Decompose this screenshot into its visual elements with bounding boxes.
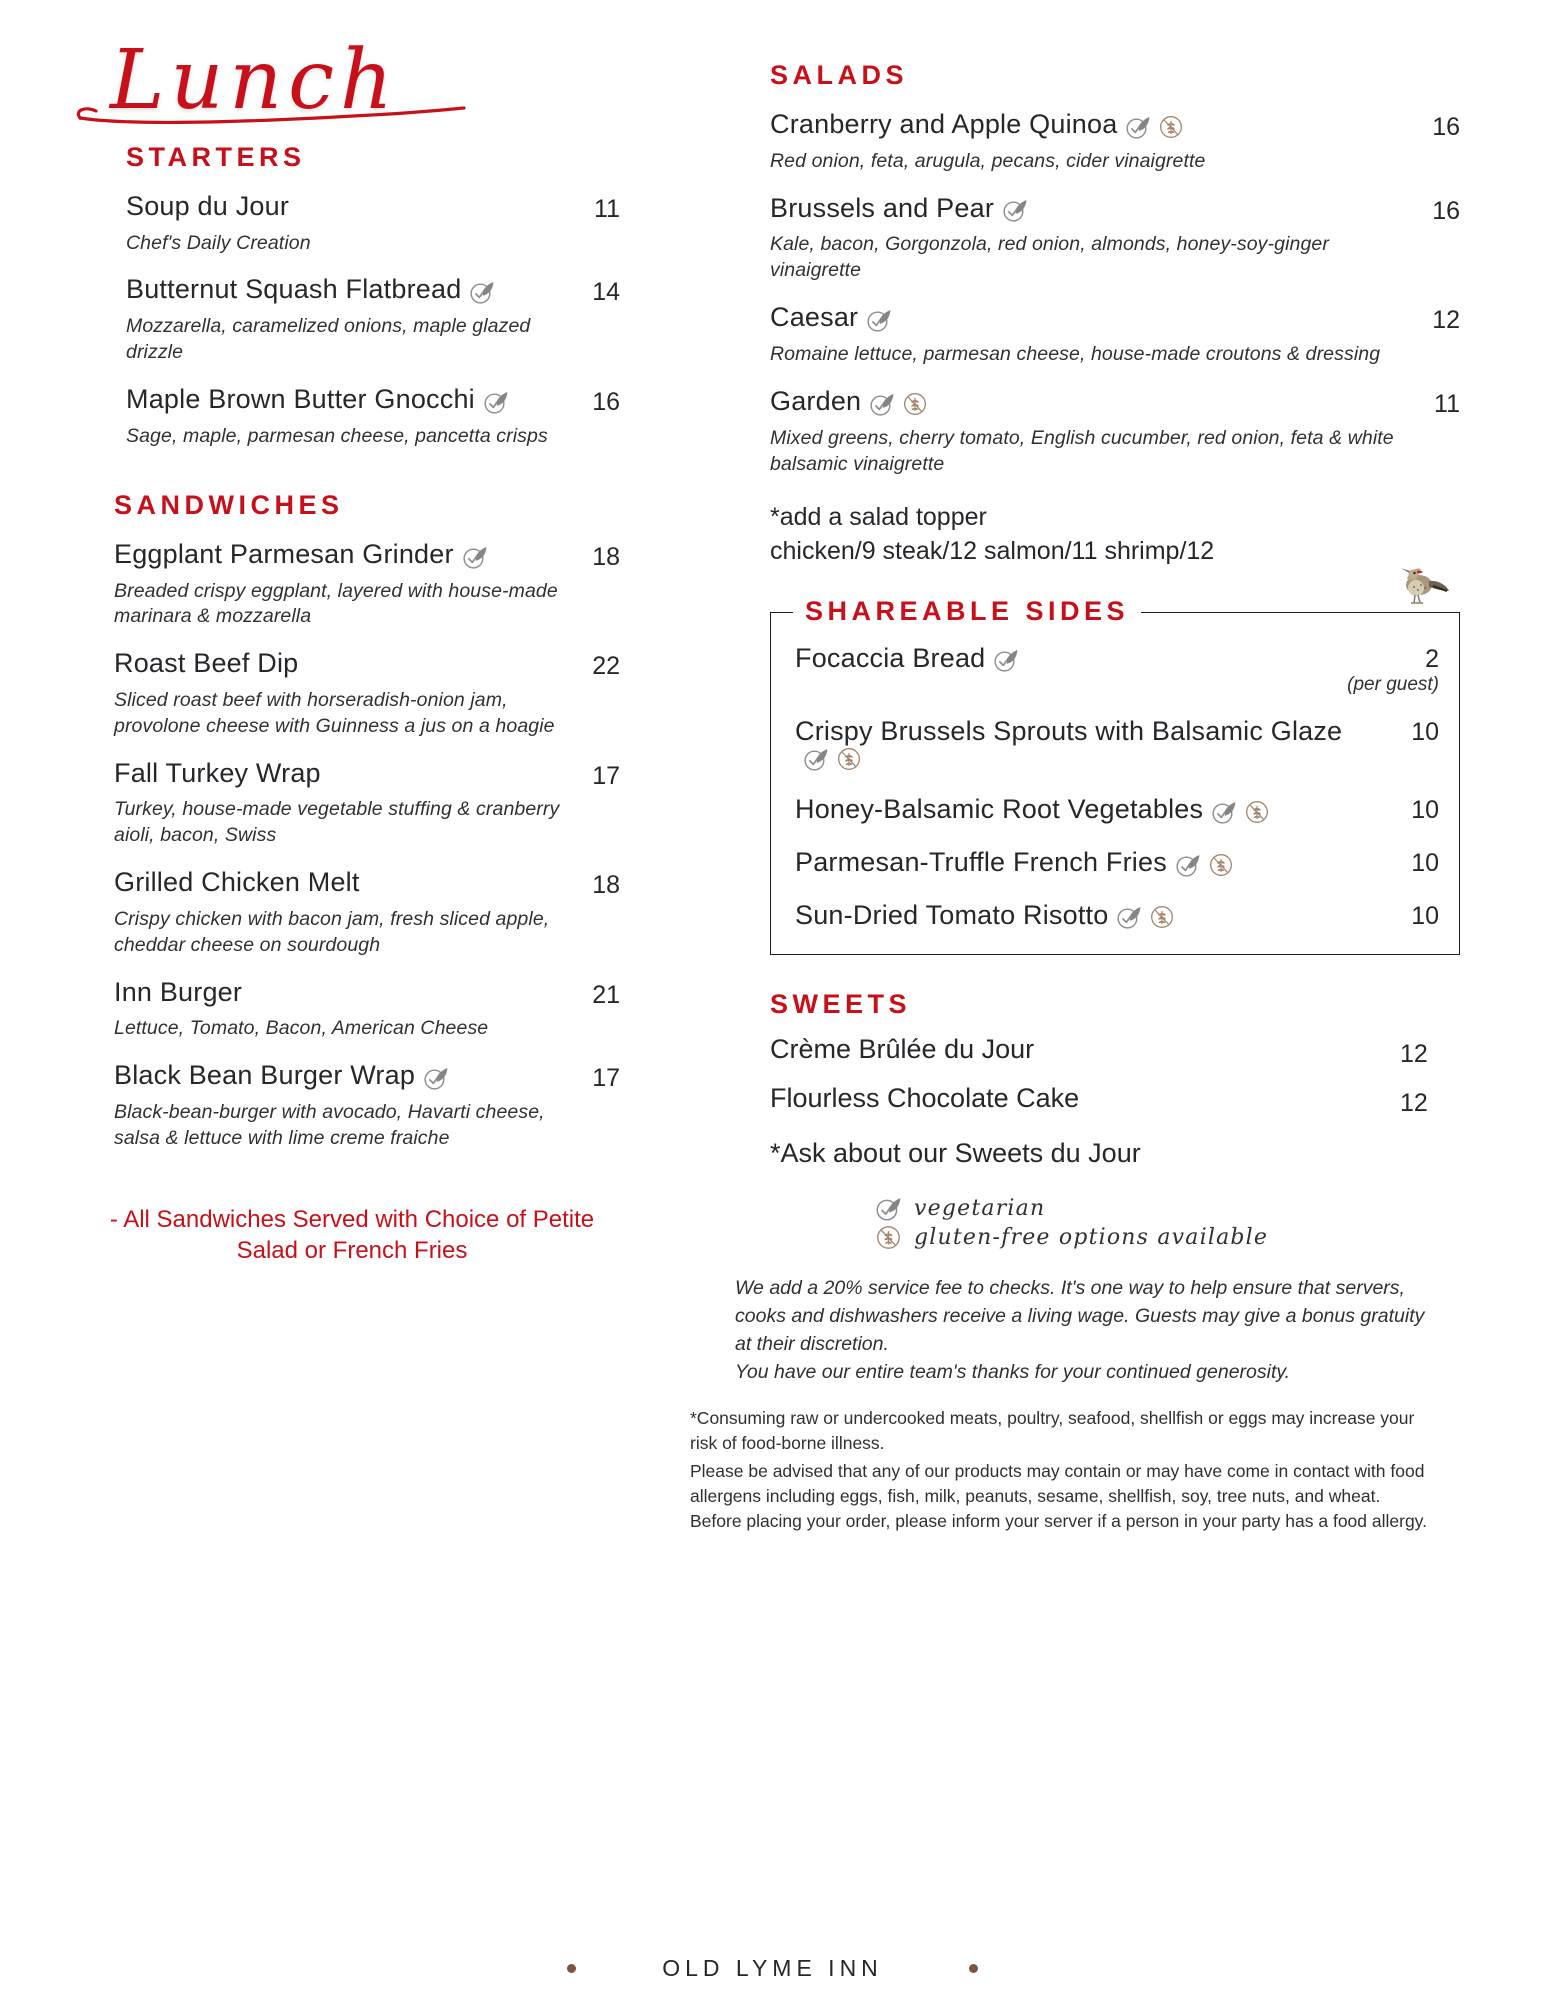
gluten-free-icon (836, 746, 862, 772)
section-sandwiches (109, 489, 620, 1266)
menu-item (770, 300, 1460, 368)
service-fee-text: We add a 20% service fee to checks. It's one way to help ensure that servers, cooks and dishwashers receive a living wage. Guests may give a bonus gratuity at their discretion. (735, 1277, 1425, 1355)
sweet-item-name: Crème Brûlée du Jour (770, 1034, 1035, 1065)
menu-item-name: Crispy Brussels Sprouts with Balsamic Glaze (795, 715, 1343, 746)
diet-badges (866, 307, 892, 333)
vegetarian-icon (1002, 197, 1028, 223)
page-title: Lunch (110, 33, 399, 128)
menu-item-name: Roast Beef Dip (114, 648, 299, 679)
vegetarian-icon (866, 307, 892, 333)
menu-item-price: 10 (1411, 796, 1439, 825)
section-heading-starters: STARTERS (126, 142, 306, 172)
menu-item-price: 18 (592, 871, 620, 900)
menu-item (126, 189, 620, 256)
menu-item (795, 845, 1439, 880)
section-starters (126, 142, 620, 450)
salad-topper-line2: chicken/9 steak/12 salmon/11 shrimp/12 (770, 536, 1215, 565)
menu-item-name: Parmesan-Truffle French Fries (795, 846, 1167, 877)
menu-item-main (770, 107, 1406, 175)
gluten-free-icon (1158, 114, 1184, 140)
item-description: Breaded crispy eggplant, layered with house-made marinara & mozzarella (114, 579, 558, 628)
diet-badges (993, 647, 1019, 673)
menu-item (114, 537, 620, 631)
allergen-notes (690, 1406, 1430, 1534)
menu-item-name: Sun-Dried Tomato Risotto (795, 899, 1109, 930)
brand-dot-left-icon (567, 1964, 576, 1973)
menu-item-price: 10 (1411, 901, 1439, 930)
vegetarian-icon (803, 746, 829, 772)
vegetarian-icon (993, 647, 1019, 673)
menu-item-main (126, 382, 566, 450)
item-description: Sliced roast beef with horseradish-onion jam, provolone cheese with Guinness a jus on a hoagie (114, 688, 555, 737)
diet-badges (1125, 114, 1184, 140)
menu-item-main (114, 1058, 566, 1152)
menu-item-main (114, 865, 566, 958)
diet-badges (462, 544, 488, 570)
diet-badges (483, 389, 509, 415)
gluten-free-icon (1208, 852, 1234, 878)
diet-badges (469, 279, 495, 305)
menu-item (114, 646, 620, 739)
menu-item-main (114, 646, 566, 739)
menu-item-name: Maple Brown Butter Gnocchi (126, 384, 475, 415)
left-column (100, 33, 620, 1266)
vegetarian-icon (1211, 799, 1237, 825)
vegetarian-icon (469, 279, 495, 305)
menu-item-main (114, 975, 566, 1042)
menu-item-price: 17 (592, 761, 620, 790)
section-salads (770, 60, 1460, 568)
vegetarian-icon (1125, 114, 1151, 140)
thanks-text: You have our entire team's thanks for your continued generosity. (735, 1360, 1291, 1383)
menu-item (114, 1058, 620, 1152)
sweet-item-name: Flourless Chocolate Cake (770, 1083, 1080, 1114)
allergen-note: Please be advised that any of our products may contain or may have come in contact with food allergens including eggs, fish, milk, peanuts, sesame, shellfish, soy, tree nuts, and wheat. Before placing your order, please inform your server if a person in your party has a food allergy. (690, 1460, 1427, 1531)
brand-dot-right-icon (969, 1964, 978, 1973)
menu-item (126, 272, 620, 366)
vegetarian-icon (875, 1195, 902, 1222)
sweets-list (770, 1034, 1460, 1118)
menu-item (114, 975, 620, 1042)
item-description: Lettuce, Tomato, Bacon, American Cheese (114, 1017, 489, 1040)
bird-icon (1389, 555, 1451, 613)
section-heading-salads: SALADS (770, 60, 909, 90)
menu-item (795, 898, 1439, 933)
sweet-item-price: 12 (1400, 1040, 1428, 1069)
vegetarian-icon (1175, 852, 1201, 878)
diet-badges (423, 1065, 449, 1091)
menu-item (126, 382, 620, 450)
shareable-sides-box (770, 595, 1460, 956)
menu-item-name: Focaccia Bread (795, 642, 986, 673)
menu-item (114, 865, 620, 958)
vegetarian-icon (462, 544, 488, 570)
diet-badges (803, 746, 862, 772)
menu-item-price: 10 (1411, 848, 1439, 877)
menu-title-block (100, 33, 620, 128)
legend-label-vegetarian: vegetarian (914, 1196, 1046, 1222)
menu-item-price: 11 (594, 195, 620, 223)
starters-list (126, 189, 620, 450)
gluten-free-icon (902, 391, 928, 417)
item-description: Turkey, house-made vegetable stuffing & cranberry aioli, bacon, Swiss (114, 798, 560, 847)
brand-name: OLD LYME INN (662, 1955, 883, 1981)
section-heading-sweets: SWEETS (770, 989, 912, 1020)
sweet-item (770, 1083, 1460, 1118)
item-description: Kale, bacon, Gorgonzola, red onion, almonds, honey-soy-ginger vinaigrette (770, 233, 1329, 282)
right-column (690, 60, 1460, 1534)
menu-item-price: 14 (592, 278, 620, 307)
menu-item-name: Cranberry and Apple Quinoa (770, 109, 1118, 139)
item-price-sub: (per guest) (1347, 673, 1439, 695)
legend-label-gluten-free: gluten-free options available (914, 1225, 1269, 1251)
menu-item-main (770, 384, 1406, 478)
menu-item (795, 641, 1439, 696)
item-description: Chef's Daily Creation (126, 231, 311, 254)
vegetarian-icon (423, 1065, 449, 1091)
sweets-ask-line: *Ask about our Sweets du Jour (770, 1138, 1141, 1169)
menu-item-main (114, 537, 566, 631)
menu-item-name: Butternut Squash Flatbread (126, 274, 462, 305)
section-sweets (770, 989, 1460, 1169)
sweet-item-price: 12 (1400, 1089, 1428, 1118)
vegetarian-icon (483, 389, 509, 415)
menu-item-main (795, 898, 1385, 933)
vegetarian-icon (869, 391, 895, 417)
diet-badges (1002, 197, 1028, 223)
menu-item (770, 384, 1460, 478)
menu-item-name: Fall Turkey Wrap (114, 757, 321, 788)
item-description: Red onion, feta, arugula, pecans, cider vinaigrette (770, 149, 1206, 172)
menu-item-price: 12 (1432, 306, 1460, 335)
menu-item-price: 21 (592, 980, 620, 1009)
salad-topper-note (770, 500, 1460, 568)
menu-item (114, 756, 620, 849)
vegetarian-icon (1116, 904, 1142, 930)
menu-item-main (770, 300, 1406, 368)
menu-item (770, 191, 1460, 285)
menu-item-main (770, 191, 1406, 285)
menu-item-main (114, 756, 566, 849)
menu-item-main (795, 792, 1385, 827)
menu-item-main (126, 189, 566, 256)
sandwiches-footnote: - All Sandwiches Served with Choice of Petite Salad or French Fries (109, 1205, 595, 1264)
brand-footer (0, 1955, 1545, 1982)
menu-item-main (126, 272, 566, 366)
menu-item-name: Black Bean Burger Wrap (114, 1060, 416, 1091)
gluten-free-icon (1149, 904, 1175, 930)
menu-item-name: Garden (770, 385, 862, 416)
raw-food-note: *Consuming raw or undercooked meats, poultry, seafood, shellfish or eggs may increase your risk of food-borne illness. (690, 1408, 1415, 1454)
shareable-sides-list (795, 641, 1439, 933)
menu-item-price: 16 (1432, 113, 1460, 141)
salads-list (770, 107, 1460, 478)
menu-item-main (795, 641, 1333, 676)
menu-item-main (795, 845, 1385, 880)
diet-badges (869, 391, 928, 417)
menu-item (795, 714, 1439, 775)
menu-item-name: Grilled Chicken Melt (114, 867, 360, 898)
menu-item-name: Caesar (770, 302, 859, 333)
menu-item (795, 792, 1439, 827)
menu-item-main (795, 714, 1385, 775)
item-description: Sage, maple, parmesan cheese, pancetta crisps (126, 424, 548, 447)
menu-item-price: 18 (592, 542, 620, 571)
item-description: Black-bean-burger with avocado, Havarti cheese, salsa & lettuce with lime creme fraiche (114, 1100, 545, 1149)
gluten-free-icon (875, 1224, 902, 1251)
sandwiches-list (114, 537, 620, 1152)
menu-item (770, 107, 1460, 175)
menu-item-price: 2 (per guest) (1347, 644, 1439, 695)
diet-badges (1175, 852, 1234, 878)
gluten-free-icon (1244, 799, 1270, 825)
section-heading-shareable-sides: SHAREABLE SIDES (793, 596, 1141, 627)
salad-topper-line1: *add a salad topper (770, 502, 987, 531)
menu-item-name: Inn Burger (114, 976, 243, 1007)
item-description: Crispy chicken with bacon jam, fresh sliced apple, cheddar cheese on sourdough (114, 907, 550, 956)
service-fee-note (735, 1275, 1435, 1386)
menu-item-price: 10 (1411, 717, 1439, 746)
menu-item-price: 22 (592, 652, 620, 681)
menu-item-name: Brussels and Pear (770, 192, 995, 223)
menu-item-price: 17 (592, 1064, 620, 1093)
menu-item-name: Soup du Jour (126, 191, 290, 221)
diet-badges (1116, 904, 1175, 930)
legend-row-vegetarian (875, 1195, 1460, 1222)
menu-item-name: Eggplant Parmesan Grinder (114, 538, 454, 569)
section-heading-sandwiches: SANDWICHES (114, 489, 344, 520)
sweet-item (770, 1034, 1460, 1069)
diet-legend (875, 1195, 1460, 1251)
menu-item-price: 16 (1432, 196, 1460, 225)
item-description: Mixed greens, cherry tomato, English cucumber, red onion, feta & white balsamic vinaigrette (770, 426, 1394, 475)
item-description: Mozzarella, caramelized onions, maple glazed drizzle (126, 315, 531, 364)
menu-item-name: Honey-Balsamic Root Vegetables (795, 794, 1204, 825)
menu-item-price: 16 (592, 388, 620, 417)
item-description: Romaine lettuce, parmesan cheese, house-made croutons & dressing (770, 343, 1381, 366)
menu-item-price: 11 (1434, 389, 1460, 418)
diet-badges (1211, 799, 1270, 825)
legend-row-gluten-free (875, 1224, 1460, 1251)
